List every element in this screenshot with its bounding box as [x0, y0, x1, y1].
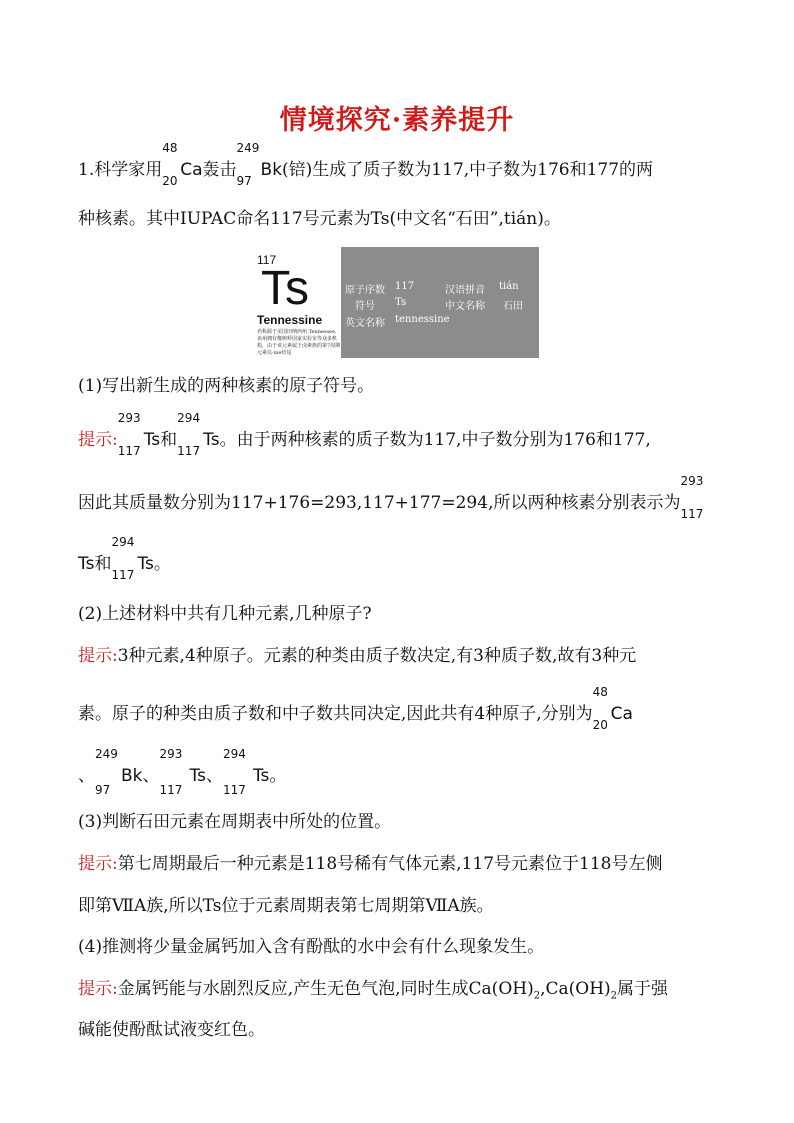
question-1: (1)写出新生成的两种核素的原子符号。 [78, 376, 375, 396]
element-card [255, 247, 539, 358]
question-2: (2)上述材料中共有几种元素,几种原子? [78, 604, 372, 624]
card-symbol: Ts [261, 262, 309, 315]
isotope-bk: 249 97 Bk [236, 141, 283, 188]
question-4: (4)推测将少量金属钙加入含有酚酞的水中会有什么现象发生。 [78, 937, 545, 957]
isotope-ca: 48 20 Ca [162, 141, 203, 188]
page-title: 情境探究·素养提升 [279, 105, 515, 136]
card-english-name: Tennessine [257, 313, 323, 327]
hint-3-line2: 即第ⅦA族,所以Ts位于元素周期表第七周期第ⅦA族。 [78, 896, 494, 916]
hint-4-line1: 提示:金属钙能与水剧烈反应,产生无色气泡,同时生成$Ca(OH)_2,Ca(OH)_2$属于强 [78, 979, 669, 1002]
hint-3-line1: 提示:第七周期最后一种元素是118号稀有气体元素,117号元素位于118号左侧 [78, 854, 663, 874]
card-description: 名称源于美国田纳西州 Tennessee, 该州拥有橡树岭国家实验室等众多机构，由于该元素属于卤素族的第7周期元素以-ine结尾 [257, 329, 341, 356]
card-info-panel: 原子序数 117 汉语拼音 tián 符号 Ts 中文名称 石田 英文名称 tennessine [341, 247, 539, 358]
hint-1-line1: 提示: 293 117 Ts和 294 117 Ts。由于两种核素的质子数为117,中子数分别为176和177, [78, 411, 651, 458]
hint-4-line2: 碱能使酚酞试液变红色。 [78, 1020, 265, 1040]
card-atomic-number: 117 [257, 253, 277, 267]
hint-2-line2: 素。原子的种类由质子数和中子数共同决定,因此共有4种原子,分别为 48 20 Ca [78, 685, 633, 732]
q1-line2: 种核素。其中IUPAC命名117号元素为Ts(中文名“石田”,tián)。 [78, 209, 561, 229]
hint-2-line3: 、 249 97 Bk、 293 117 Ts、 294 117 Ts。 [78, 747, 287, 797]
q1-line1: 1.科学家用 48 20 Ca轰击 249 97 Bk(锫)生成了质子数为117,中子数为176和177的两 [78, 141, 654, 188]
hint-1-line2: 因此其质量数分别为117+176=293,117+177=294,所以两种核素分别表示为 293 117 [78, 474, 704, 521]
q1-prefix: 1.科学家用 [78, 160, 163, 180]
hint-1-line3: Ts和 294 117 Ts。 [78, 535, 171, 582]
hint-2-line1: 提示:3种元素,4种原子。元素的种类由质子数决定,有3种质子数,故有3种元 [78, 646, 637, 666]
question-3: (3)判断石田元素在周期表中所处的位置。 [78, 812, 392, 832]
